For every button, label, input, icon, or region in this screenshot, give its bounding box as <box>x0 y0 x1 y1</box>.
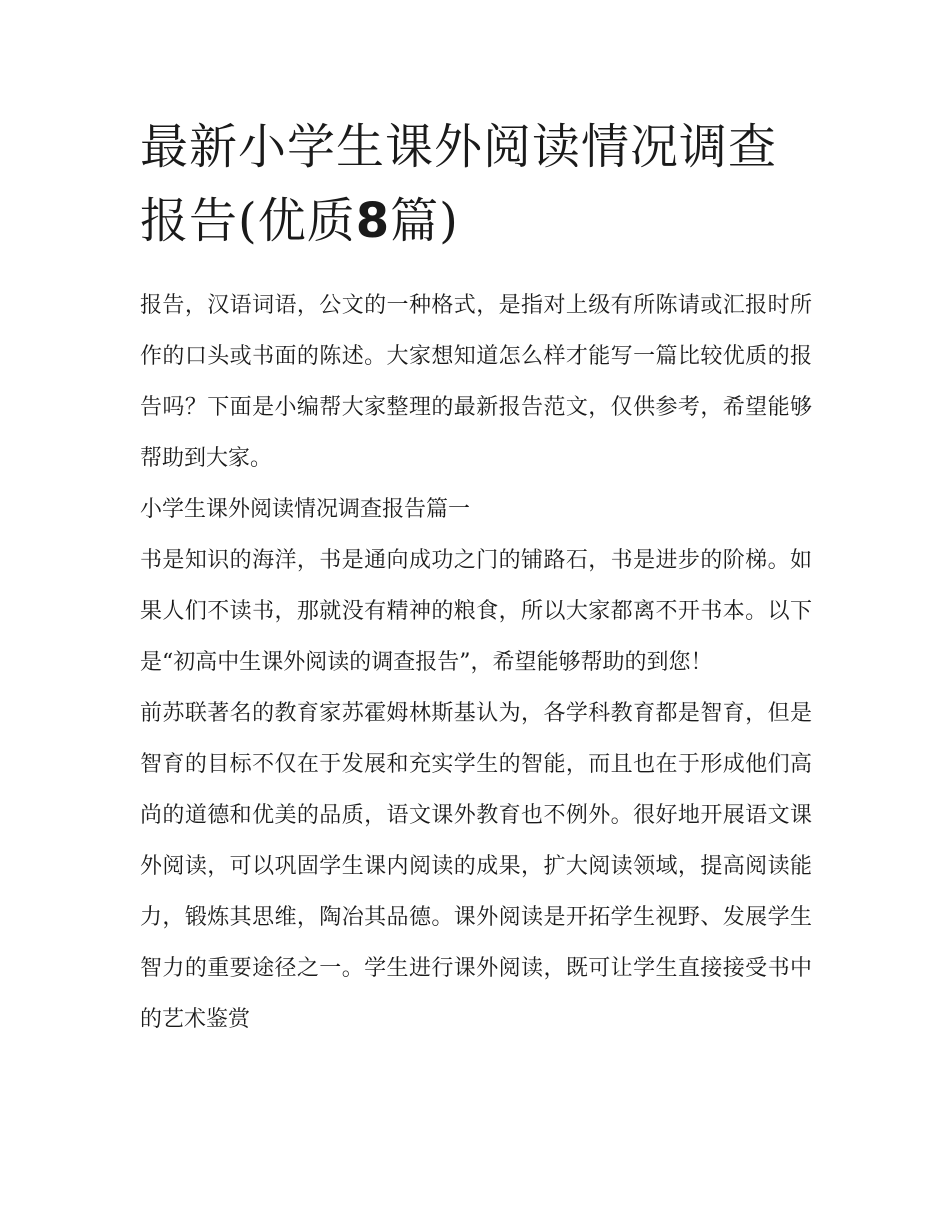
title-line-2-suffix: 篇) <box>390 193 459 249</box>
intro-paragraph: 报告，汉语词语，公文的一种格式，是指对上级有所陈请或汇报时所作的口头或书面的陈述。大家想知道怎么样才能写一篇比较优质的报告吗？下面是小编帮大家整理的最新报告范文，仅供参考，希望能够帮助到大家。 <box>140 293 812 471</box>
title-line-2-number: 8 <box>355 193 391 249</box>
document-body <box>140 280 812 1045</box>
body-paragraph: 书是知识的海洋，书是通向成功之门的铺路石，书是进步的阶梯。如果人们不读书，那就没有精神的粮食，所以大家都离不开书本。以下是“初高中生课外阅读的调查报告”，希望能够帮助的到您！ <box>140 548 812 675</box>
document-title <box>140 110 820 258</box>
title-line-1: 最新小学生课外阅读情况调查 <box>140 119 778 175</box>
body-paragraph: 前苏联著名的教育家苏霍姆林斯基认为，各学科教育都是智育，但是智育的目标不仅在于发展和充实学生的智能，而且也在于形成他们高尚的道德和优美的品质，语文课外教育也不例外。很好地开展语文课外阅读，可以巩固学生课内阅读的成果，扩大阅读领域，提高阅读能力，锻炼其思维，陶冶其品德。课外阅读是开拓学生视野、发展学生智力的重要途径之一。学生进行课外阅读，既可让学生直接接受书中的艺术鉴赏 <box>140 701 812 1032</box>
title-line-2-prefix: 报告(优质 <box>140 193 356 249</box>
section-heading: 小学生课外阅读情况调查报告篇一 <box>140 497 471 522</box>
